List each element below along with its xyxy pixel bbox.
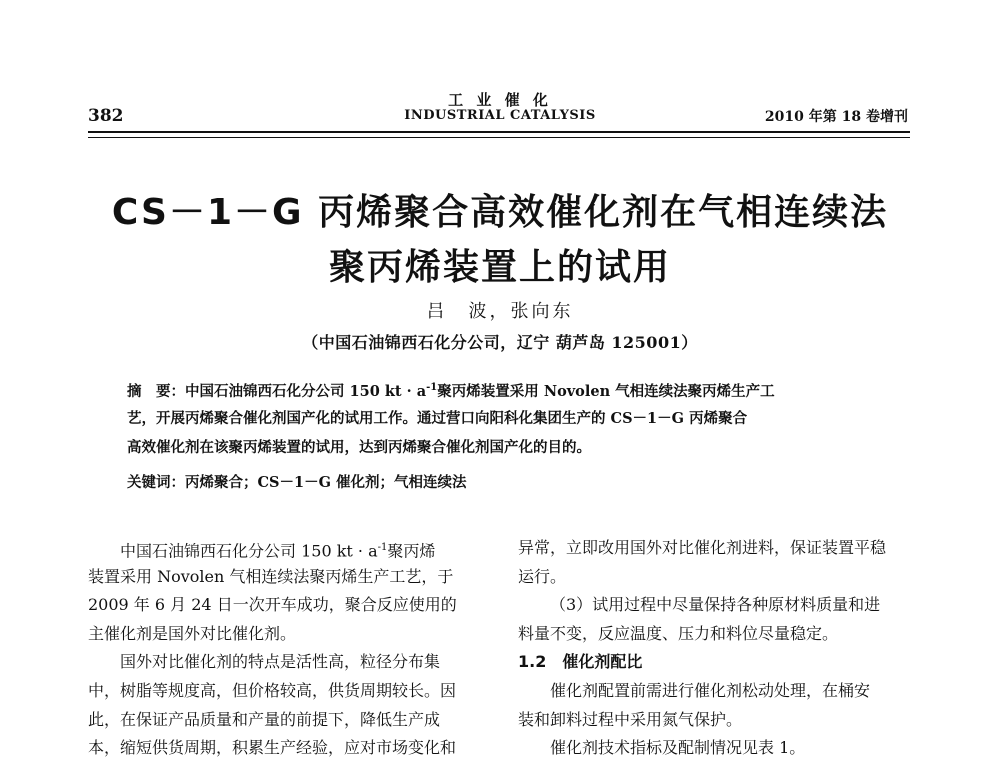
affiliation: （中国石油锦西石化分公司，辽宁 葫芦岛 125001）	[302, 333, 698, 352]
article-title-line-1: CS－1－G 丙烯聚合高效催化剂在气相连续法	[111, 192, 889, 233]
header-rule-thin	[88, 137, 910, 138]
keywords-text: 丙烯聚合；CS－1－G 催化剂；气相连续法	[185, 474, 467, 491]
body-line: 此，在保证产品质量和产量的前提下，降低生产成	[88, 709, 441, 729]
body-line: 本，缩短供货周期，积累生产经验，应对市场变化和	[88, 738, 457, 758]
section-heading: 1.2 催化剂配比	[518, 652, 643, 672]
body-line: 装置采用 Novolen 气相连续法聚丙烯生产工艺，于	[88, 566, 454, 586]
unit-superscript: -1	[377, 542, 388, 553]
article-title-line-2: 聚丙烯装置上的试用	[328, 247, 671, 288]
body-line: 催化剂技术指标及配制情况见表 1。	[550, 738, 806, 758]
body-column-right	[518, 534, 923, 763]
body-line: 料量不变，反应温度、压力和料位尽量稳定。	[518, 623, 839, 643]
body-column-left	[88, 534, 493, 763]
header-rule-thick	[88, 131, 910, 133]
abstract-line-2: 艺，开展丙烯聚合催化剂国产化的试用工作。通过营口向阳科化集团生产的 CS－1－G 丙烯聚合	[127, 410, 748, 427]
abstract-text-1: 中国石油锦西石化分公司 150 kt · a	[185, 382, 427, 400]
body-text: 聚丙烯	[387, 541, 436, 561]
body-line: 中，树脂等规度高，但价格较高，供货周期较长。因	[88, 680, 457, 700]
body-line: 2009 年 6 月 24 日一次开车成功，聚合反应使用的	[88, 595, 457, 615]
body-line: 运行。	[518, 566, 567, 586]
body-line: 催化剂配置前需进行催化剂松动处理，在桶安	[550, 680, 871, 700]
abstract-text-1b: 聚丙烯装置采用 Novolen 气相连续法聚丙烯生产工	[437, 382, 775, 400]
journal-title-en: INDUSTRIAL CATALYSIS	[404, 108, 596, 123]
body-line: 装和卸料过程中采用氮气保护。	[518, 709, 743, 729]
abstract-line-1	[127, 383, 887, 399]
journal-title-cn: 工 业 催 化	[448, 91, 552, 109]
body-line	[88, 534, 493, 563]
page-number: 382	[88, 106, 124, 126]
authors: 吕 波，张向东	[426, 301, 574, 322]
abstract-line-3: 高效催化剂在该聚丙烯装置的试用，达到丙烯聚合催化剂国产化的目的。	[127, 439, 591, 456]
unit-superscript: -1	[426, 382, 438, 393]
body-line: 国外对比催化剂的特点是活性高，粒径分布集	[120, 652, 441, 672]
body-line: （3）试用过程中尽量保持各种原材料质量和进	[550, 595, 881, 615]
keywords	[127, 476, 887, 491]
issue-info: 2010 年第 18 卷增刊	[764, 109, 908, 125]
abstract-label: 摘 要：	[127, 383, 185, 400]
body-line: 主催化剂是国外对比催化剂。	[88, 623, 297, 643]
keywords-label: 关键词：	[127, 475, 185, 491]
body-text: 中国石油锦西石化分公司 150 kt · a	[120, 541, 378, 561]
body-line: 异常，立即改用国外对比催化剂进料，保证装置平稳	[518, 538, 887, 557]
